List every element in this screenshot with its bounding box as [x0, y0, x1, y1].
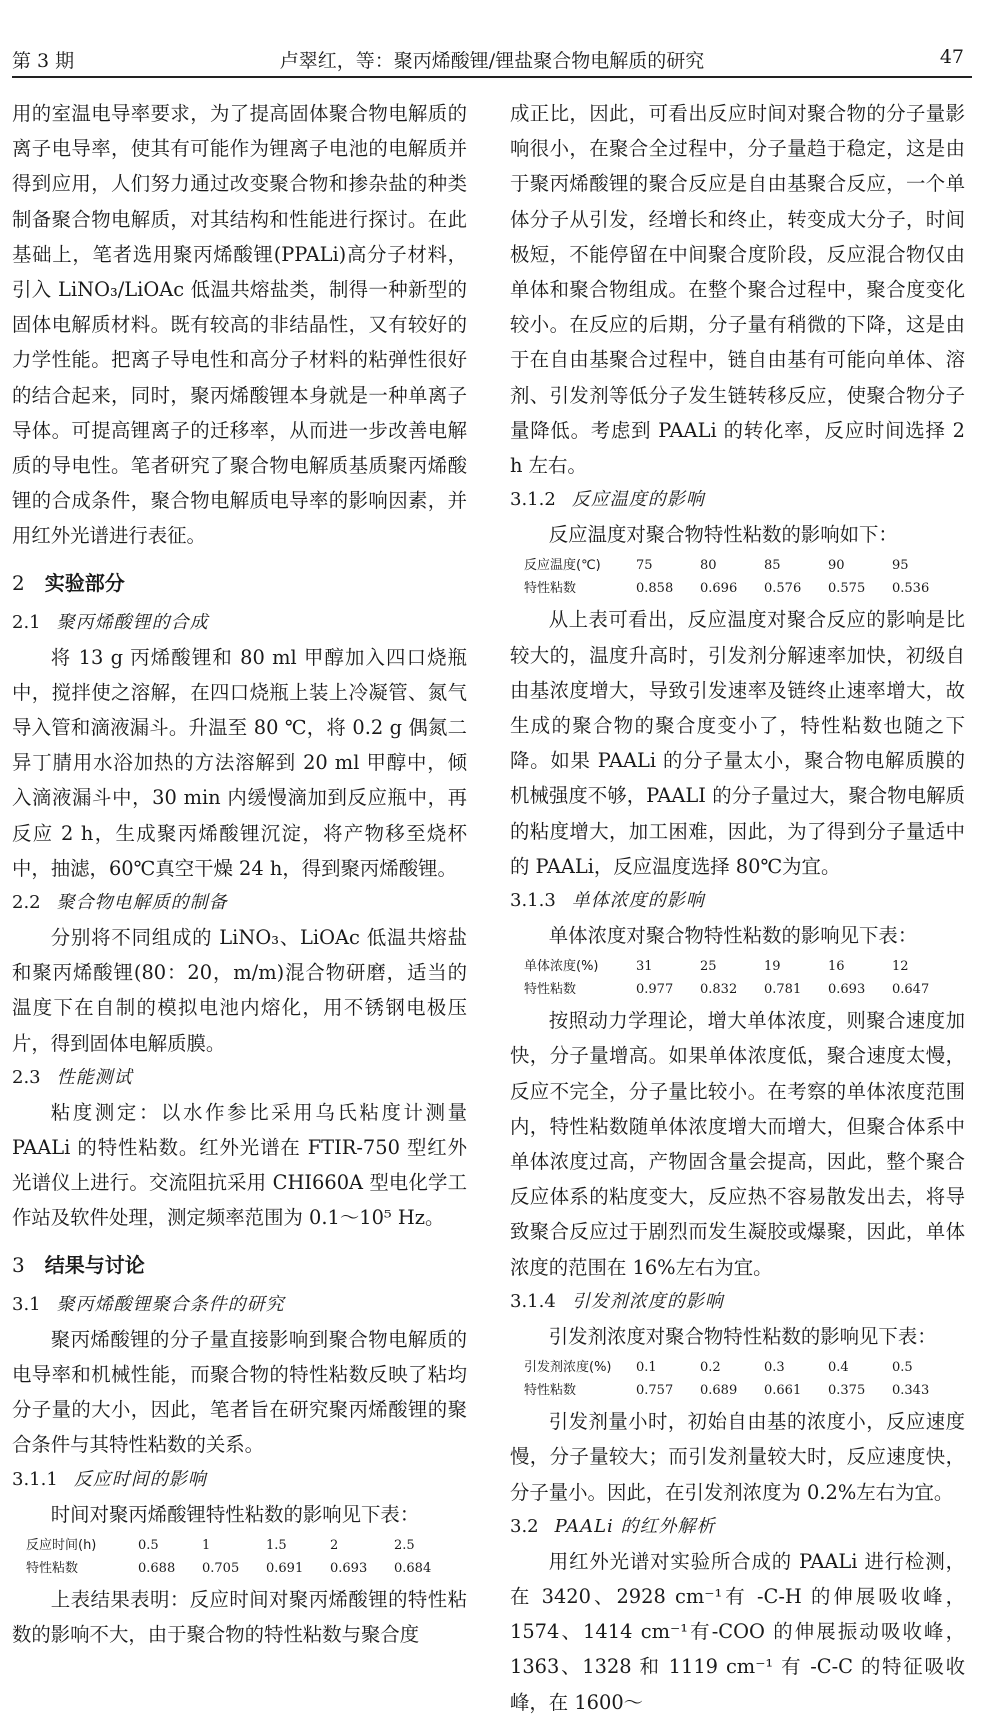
table-row — [524, 554, 956, 577]
page-number: 47 — [939, 46, 964, 68]
section-number: 3.2 — [510, 1515, 539, 1537]
section-title: 反应温度的影响 — [571, 489, 705, 511]
issue-number: 第 3 期 — [12, 50, 75, 72]
row-label: 特性粘数 — [524, 982, 577, 998]
table-row — [524, 978, 956, 1001]
table-cell: 0.661 — [764, 1383, 802, 1399]
section-number: 3.1.3 — [510, 890, 556, 912]
section-title: PAALi 的红外解析 — [554, 1515, 716, 1537]
table-cell: 0.5 — [892, 1360, 913, 1376]
section-title: 单体浓度的影响 — [571, 890, 705, 912]
table-cell: 16 — [828, 959, 845, 975]
table-cell: 0.858 — [636, 581, 674, 597]
section-3-1-1-heading — [12, 1463, 467, 1497]
intro-paragraph: 用的室温电导率要求，为了提高固体聚合物电解质的离子电导率，使其有可能作为锂离子电池的电解质并得到应用，人们努力通过改变聚合物和掺杂盐的种类制备聚合物电解质，对其结构和性能进行探讨。在此基础上，笔者选用聚丙烯酸锂(PPALi)高分子材料，引入 LiNO₃/LiOAc 低温共熔盐类，制得一种新型的固体电解质材料。既有较高的非结晶性，又有较好的力学性能。把离子导电性和高分子材料的粘弹性很好的结合起来，同时，聚丙烯酸锂本身就是一种单离子导体。可提高锂离子的迁移率，从而进一步改善电解质的导电性。笔者研究了聚合物电解质基质聚丙烯酸锂的合成条件，聚合物电解质电导率的影响因素，并用红外光谱进行表征。 — [12, 102, 467, 548]
table-cell: 31 — [636, 959, 653, 975]
table-row — [524, 577, 956, 600]
paragraph-3-1-4: 引发剂浓度对聚合物特性粘数的影响见下表： — [548, 1324, 937, 1348]
table-cell: 0.757 — [636, 1383, 674, 1399]
table-cell: 0.575 — [828, 581, 866, 597]
section-2-3-heading — [12, 1061, 467, 1095]
row-label: 反应温度(℃) — [524, 558, 601, 574]
table-cell: 1 — [202, 1537, 211, 1553]
section-title: 引发剂浓度的影响 — [571, 1290, 724, 1312]
table-cell: 2 — [330, 1537, 339, 1553]
table-cell: 0.688 — [138, 1560, 176, 1576]
table-cell: 0.375 — [828, 1383, 866, 1399]
section-title: 结果与讨论 — [44, 1252, 145, 1277]
table-cell: 0.693 — [330, 1560, 368, 1576]
table-cell: 0.684 — [394, 1560, 432, 1576]
row-label: 特性粘数 — [524, 581, 577, 597]
table-cell: 12 — [892, 959, 909, 975]
section-3-1-4-heading — [510, 1285, 965, 1319]
continued-paragraph: 成正比，因此，可看出反应时间对聚合物的分子量影响很小，在聚合全过程中，分子量趋于稳定，这是由于聚丙烯酸锂的聚合反应是自由基聚合反应，一个单体分子从引发，经增长和终止，转变成大分子，时间极短，不能停留在中间聚合度阶段，反应混合物仅由单体和聚合物组成。在整个聚合过程中，聚合度变化较小。在反应的后期，分子量有稍微的下降，这是由于在自由基聚合过程中，链自由基有可能向单体、溶剂、引发剂等低分子发生链转移反应，使聚合物分子量降低。考虑到 PAALi 的转化率，反应时间选择 2 h 左右。 — [510, 102, 965, 478]
table-cell: 1.5 — [266, 1537, 287, 1553]
section-3-heading — [12, 1236, 467, 1288]
table-cell: 0.781 — [764, 982, 802, 998]
section-3-2-heading — [510, 1510, 965, 1544]
right-column — [510, 96, 965, 1720]
paragraph-3-1-1: 时间对聚丙烯酸锂特性粘数的影响见下表： — [50, 1502, 420, 1526]
paragraph-3-1-2-discussion: 从上表可看出，反应温度对聚合反应的影响是比较大的，温度升高时，引发剂分解速率加快，初级自由基浓度增大，导致引发速率及链终止速率增大，故生成的聚合物的聚合度变小了，特性粘数也随之下降。如果 PAALi 的分子量太小，聚合物电解质膜的机械强度不够，PAALI 的分子量过大，聚合物电解质的粘度增大，加工困难，因此，为了得到分子量适中的 PAALi，反应温度选择 80℃为宜。 — [510, 608, 965, 878]
paragraph-3-1-1-discussion: 上表结果表明：反应时间对聚丙烯酸锂的特性粘数的影响不大，由于聚合物的特性粘数与聚合度 — [12, 1587, 467, 1646]
table-cell: 0.2 — [700, 1360, 721, 1376]
table-cell: 0.576 — [764, 581, 802, 597]
table-cell: 0.977 — [636, 982, 674, 998]
table-cell: 90 — [828, 558, 845, 574]
paragraph-3-1-3: 单体浓度对聚合物特性粘数的影响见下表： — [548, 924, 918, 948]
table-cell: 0.693 — [828, 982, 866, 998]
table-cell: 0.832 — [700, 982, 738, 998]
table-reaction-temperature — [510, 552, 965, 602]
table-cell: 2.5 — [394, 1537, 415, 1553]
section-number: 2.3 — [12, 1066, 41, 1088]
table-row — [26, 1534, 458, 1557]
section-title: 性能测试 — [56, 1066, 133, 1088]
table-reaction-time — [12, 1532, 467, 1582]
section-title: 反应时间的影响 — [73, 1468, 207, 1490]
table-cell: 19 — [764, 959, 781, 975]
section-number: 3.1 — [12, 1293, 41, 1315]
section-title: 实验部分 — [44, 570, 125, 595]
section-title: 聚合物电解质的制备 — [56, 892, 228, 914]
row-label: 单体浓度(%) — [524, 959, 599, 975]
section-number: 2 — [12, 570, 25, 595]
paragraph-3-1-2: 反应温度对聚合物特性粘数的影响如下： — [548, 523, 898, 547]
section-number: 3.1.4 — [510, 1290, 556, 1312]
table-cell: 95 — [892, 558, 909, 574]
section-number: 2.1 — [12, 611, 41, 633]
table-cell: 0.4 — [828, 1360, 849, 1376]
table-cell: 85 — [764, 558, 781, 574]
row-label: 特性粘数 — [524, 1383, 577, 1399]
table-cell: 0.705 — [202, 1560, 240, 1576]
table-row — [524, 1356, 956, 1379]
table-cell: 0.696 — [700, 581, 738, 597]
section-3-1-2-heading — [510, 483, 965, 517]
table-row — [524, 955, 956, 978]
section-3-1-heading — [12, 1288, 467, 1322]
section-number: 3 — [12, 1252, 25, 1277]
paragraph-3-2: 用红外光谱对实验所合成的 PAALi 进行检测，在 3420、2928 cm⁻¹有 -C-H 的伸展吸收峰，1574、1414 cm⁻¹有-COO 的伸展振动吸收峰，1363、1328 和 1119 cm⁻¹ 有 -C-C 的特征吸收峰，在 1600～ — [510, 1549, 965, 1714]
left-column — [12, 96, 467, 1652]
table-row — [26, 1557, 458, 1580]
table-cell: 25 — [700, 959, 717, 975]
row-label: 特性粘数 — [26, 1560, 79, 1576]
paragraph-3-1: 聚丙烯酸锂的分子量直接影响到聚合物电解质的电导率和机械性能，而聚合物的特性粘数反映了粘均分子量的大小，因此，笔者旨在研究聚丙烯酸锂的聚合条件与其特性粘数的关系。 — [12, 1327, 467, 1457]
row-label: 引发剂浓度(%) — [524, 1360, 612, 1376]
paragraph-3-1-3-discussion: 按照动力学理论，增大单体浓度，则聚合速度加快，分子量增高。如果单体浓度低，聚合速度太慢，反应不完全，分子量比较小。在考察的单体浓度范围内，特性粘数随单体浓度增大而增大，但聚合体系中单体浓度过高，产物固含量会提高，因此，整个聚合反应体系的粘度变大，反应热不容易散发出去，将导致聚合反应过于剧烈而发生凝胶或爆聚，因此，单体浓度的范围在 16%左右为宜。 — [510, 1009, 965, 1279]
table-cell: 0.689 — [700, 1383, 738, 1399]
table-cell: 0.5 — [138, 1537, 159, 1553]
paragraph-2-2: 分别将不同组成的 LiNO₃、LiOAc 低温共熔盐和聚丙烯酸锂(80：20，m/m)混合物研磨，适当的温度下在自制的模拟电池内熔化，用不锈钢电极压片，得到固体电解质膜。 — [12, 926, 467, 1055]
table-cell: 0.343 — [892, 1383, 930, 1399]
section-2-2-heading — [12, 886, 467, 920]
table-cell: 0.3 — [764, 1360, 785, 1376]
table-cell: 0.536 — [892, 581, 930, 597]
section-title: 聚丙烯酸锂聚合条件的研究 — [56, 1293, 285, 1315]
table-row — [524, 1379, 956, 1402]
section-3-1-3-heading — [510, 884, 965, 918]
table-cell: 0.1 — [636, 1360, 657, 1376]
row-label: 反应时间(h) — [26, 1537, 97, 1553]
section-number: 3.1.1 — [12, 1468, 58, 1490]
section-2-heading — [12, 554, 467, 606]
running-header — [12, 44, 972, 78]
table-cell: 0.691 — [266, 1560, 304, 1576]
paragraph-3-1-4-discussion: 引发剂量小时，初始自由基的浓度小，反应速度慢，分子量较大；而引发剂量较大时，反应速度快，分子量小。因此，在引发剂浓度为 0.2%左右为宜。 — [510, 1410, 965, 1504]
table-monomer-concentration — [510, 953, 965, 1003]
paragraph-2-1: 将 13 g 丙烯酸锂和 80 ml 甲醇加入四口烧瓶中，搅拌使之溶解，在四口烧瓶上装上冷凝管、氮气导入管和滴液漏斗。升温至 80 ℃，将 0.2 g 偶氮二异丁腈用水浴加热的方法溶解到 20 ml 甲醇中，倾入滴液漏斗中，30 min 内缓慢滴加到反应瓶中，再反应 2 h，生成聚丙烯酸锂沉淀，将产物移至烧杯中，抽滤，60℃真空干燥 24 h，得到聚丙烯酸锂。 — [12, 645, 467, 880]
section-title: 聚丙烯酸锂的合成 — [56, 611, 209, 633]
section-number: 3.1.2 — [510, 489, 556, 511]
paragraph-2-3: 粘度测定：以水作参比采用乌氏粘度计测量 PAALi 的特性粘数。红外光谱在 FTIR-750 型红外光谱仪上进行。交流阻抗采用 CHI660A 型电化学工作站及软件处理，测定频率范围为 0.1～10⁵ Hz。 — [12, 1100, 467, 1230]
table-cell: 0.647 — [892, 982, 930, 998]
table-cell: 80 — [700, 558, 717, 574]
section-number: 2.2 — [12, 892, 41, 914]
running-title: 卢翠红，等：聚丙烯酸锂/锂盐聚合物电解质的研究 — [279, 50, 705, 72]
section-2-1-heading — [12, 606, 467, 640]
table-initiator-concentration — [510, 1354, 965, 1404]
table-cell: 75 — [636, 558, 653, 574]
